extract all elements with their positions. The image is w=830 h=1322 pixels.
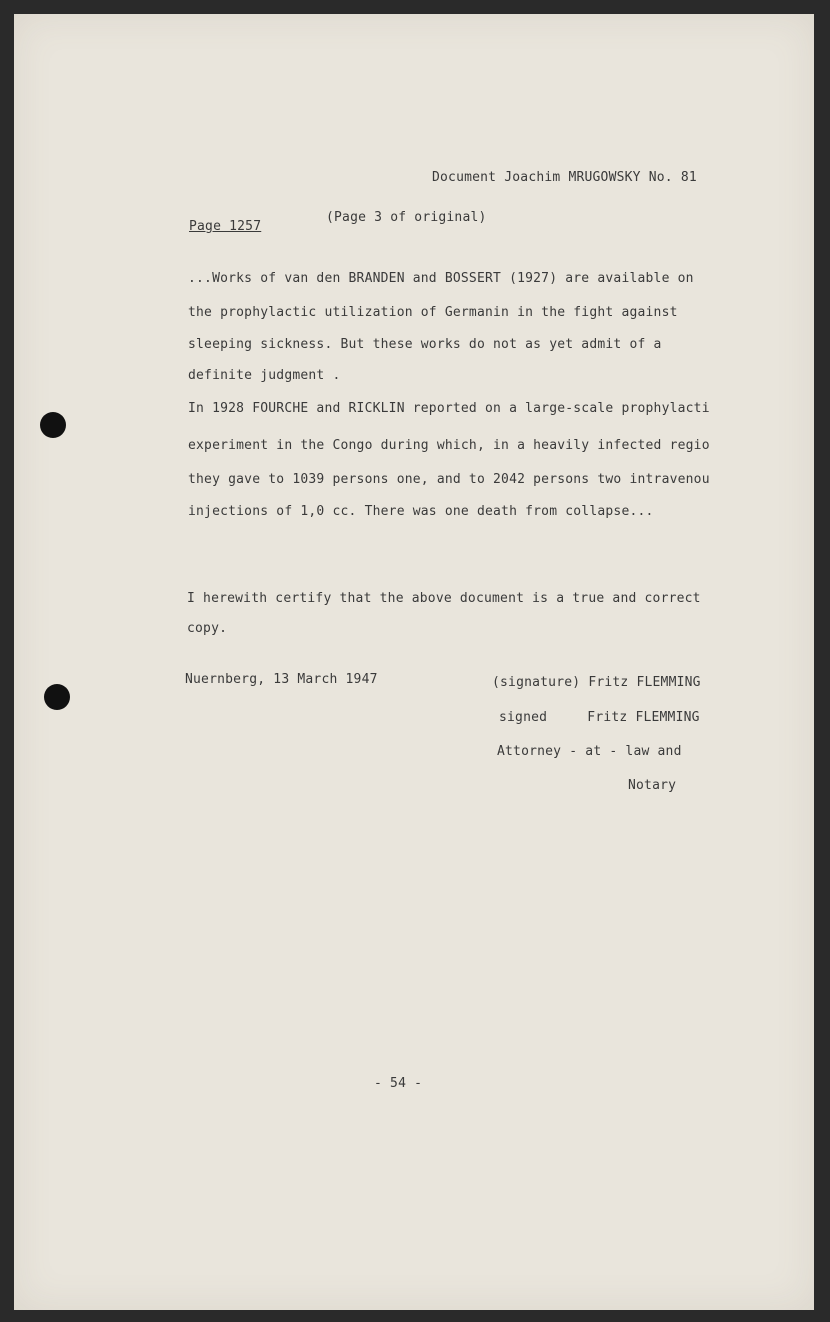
signed-line: signed Fritz FLEMMING <box>499 710 700 725</box>
body-line: definite judgment . <box>188 368 341 383</box>
punch-hole-bottom <box>44 684 70 710</box>
document-reference: Document Joachim MRUGOWSKY No. 81 <box>432 170 697 185</box>
notary-title: Notary <box>628 778 677 793</box>
page-number: - 54 - <box>374 1076 423 1091</box>
signature-line: (signature) Fritz FLEMMING <box>492 675 701 690</box>
document-page <box>14 14 814 1310</box>
body-line: In 1928 FOURCHE and RICKLIN reported on a large-scale prophylacti <box>188 401 710 416</box>
attorney-title: Attorney - at - law and <box>497 744 682 759</box>
certification-line: copy. <box>187 621 228 636</box>
body-line: they gave to 1039 persons one, and to 2042 persons two intravenou <box>188 472 710 487</box>
certification-line: I herewith certify that the above document is a true and correct <box>187 591 701 606</box>
body-line: injections of 1,0 cc. There was one death from collapse... <box>188 504 654 519</box>
body-line: ...Works of van den BRANDEN and BOSSERT (1927) are available on <box>188 271 694 286</box>
page-reference: Page 1257 <box>189 219 262 234</box>
body-line: sleeping sickness. But these works do not as yet admit of a <box>188 337 662 352</box>
body-line: the prophylactic utilization of Germanin in the fight against <box>188 305 678 320</box>
original-page-reference: (Page 3 of original) <box>326 210 487 225</box>
body-line: experiment in the Congo during which, in a heavily infected regio <box>188 438 710 453</box>
punch-hole-top <box>40 412 66 438</box>
place-date: Nuernberg, 13 March 1947 <box>185 672 378 687</box>
